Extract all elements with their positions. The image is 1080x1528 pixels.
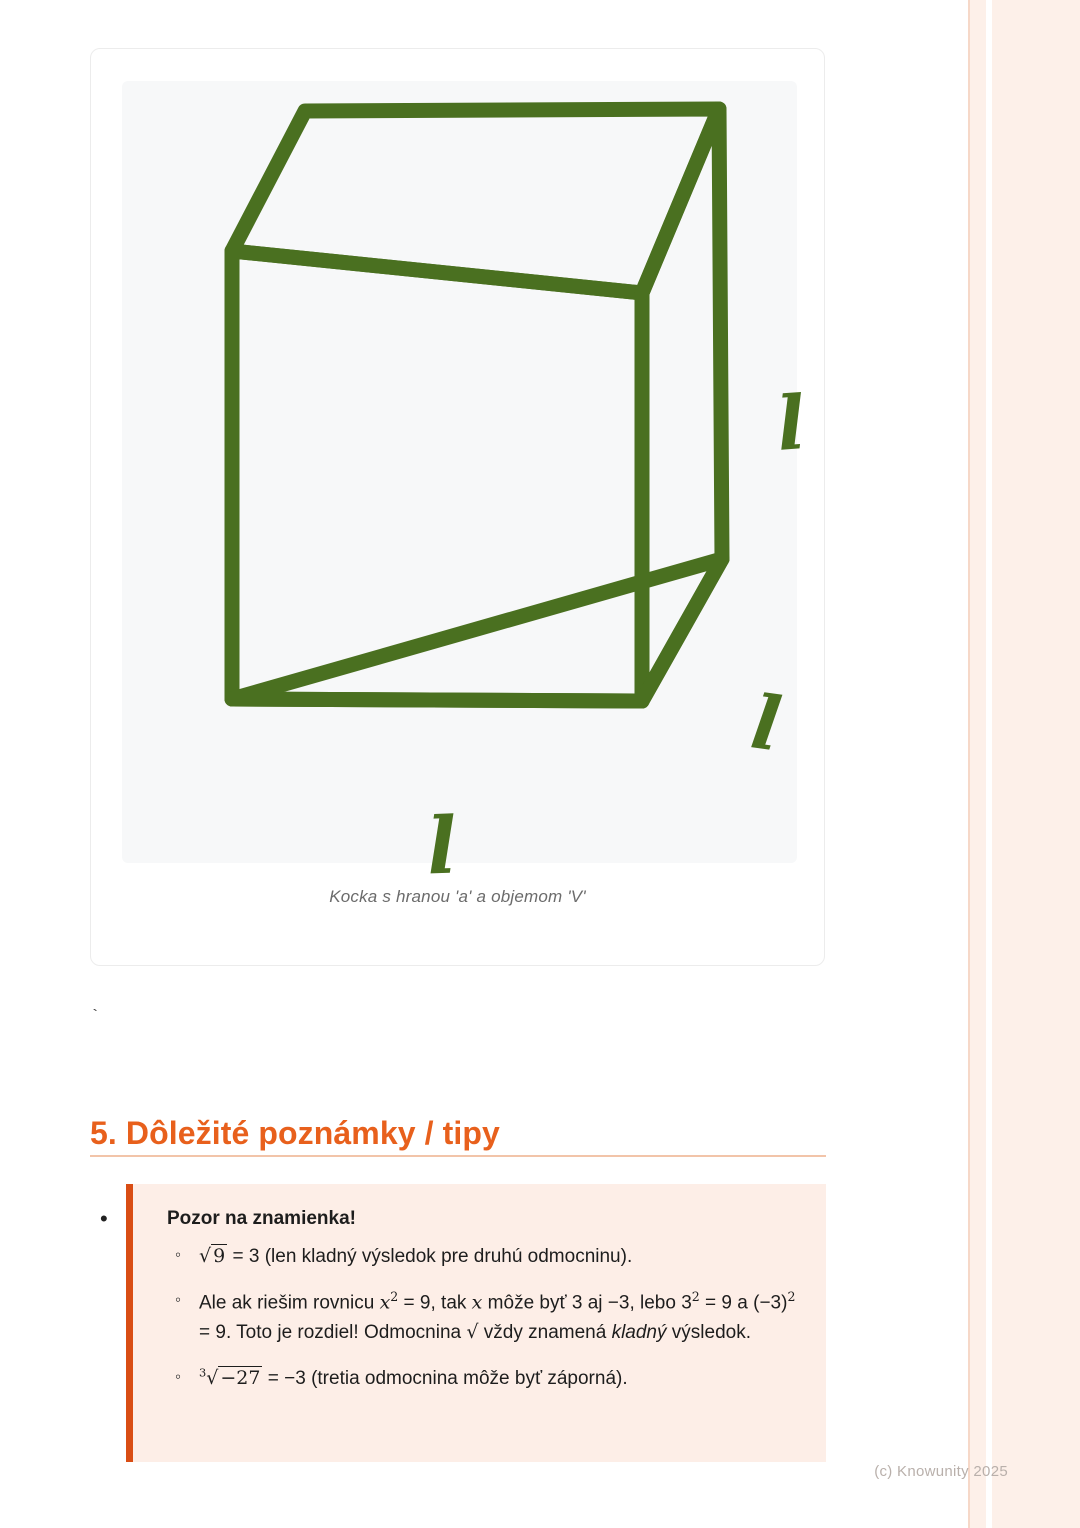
list-item-text: = 3 (len kladný výsledok pre druhú odmocninu). [227,1246,633,1267]
exponent-2b: 2 [691,1289,700,1305]
list-bullet-icon: • [100,1206,108,1231]
text-f: vždy znamená [478,1322,612,1344]
page-edge-strip [968,0,1080,1528]
page-edge-inner-line [986,0,992,1528]
edge-label-bottom: l [425,800,459,893]
stray-backtick-text: ` [90,1008,101,1027]
list-item [167,1364,798,1393]
variable-x: x [379,1291,391,1314]
figure-caption: Kocka s hranou 'a' a objemom 'V' [329,887,586,906]
list-item [167,1242,798,1271]
text-a: Ale ak riešim rovnicu [199,1292,380,1314]
footer-watermark: (c) Knowunity 2025 [874,1463,1008,1480]
sqrt-symbol-inline: √ [466,1321,479,1344]
edge-label-right: l [774,380,809,468]
figure-card [90,48,825,966]
exponent-2: 2 [390,1289,399,1305]
page-title: 5. Dôležité poznámky / tipy [90,1114,500,1151]
figure-canvas [122,81,809,893]
sqrt-symbol: √ [199,1245,212,1267]
variable-x-2: x [471,1291,483,1314]
text-c: môže byť 3 aj −3, lebo 3 [482,1292,692,1314]
cbrt-symbol: √ [206,1366,219,1389]
cube-drawing [122,81,797,863]
list-item-text: = −3 (tretia odmocnina môže byť záporná). [262,1367,628,1389]
text-g: výsledok. [666,1322,751,1344]
edge-label-diagonal: l [746,679,786,769]
text-b: = 9, tak [398,1292,472,1314]
cbrt-index: 3 [199,1365,207,1380]
text-d: = 9 a (−3) [699,1292,788,1314]
emphasis-kladny: kladný [611,1322,667,1344]
list-item [167,1287,798,1347]
sqrt-radicand: 9 [213,1245,226,1267]
text-e: = 9. Toto je rozdiel! Odmocnina [199,1322,467,1344]
cbrt-radicand: −27 [220,1366,261,1389]
heading-divider [90,1155,826,1157]
exponent-2c: 2 [787,1289,796,1305]
callout-box [126,1184,826,1462]
callout-title: Pozor na znamienka! [167,1208,356,1229]
callout-list [167,1242,798,1393]
